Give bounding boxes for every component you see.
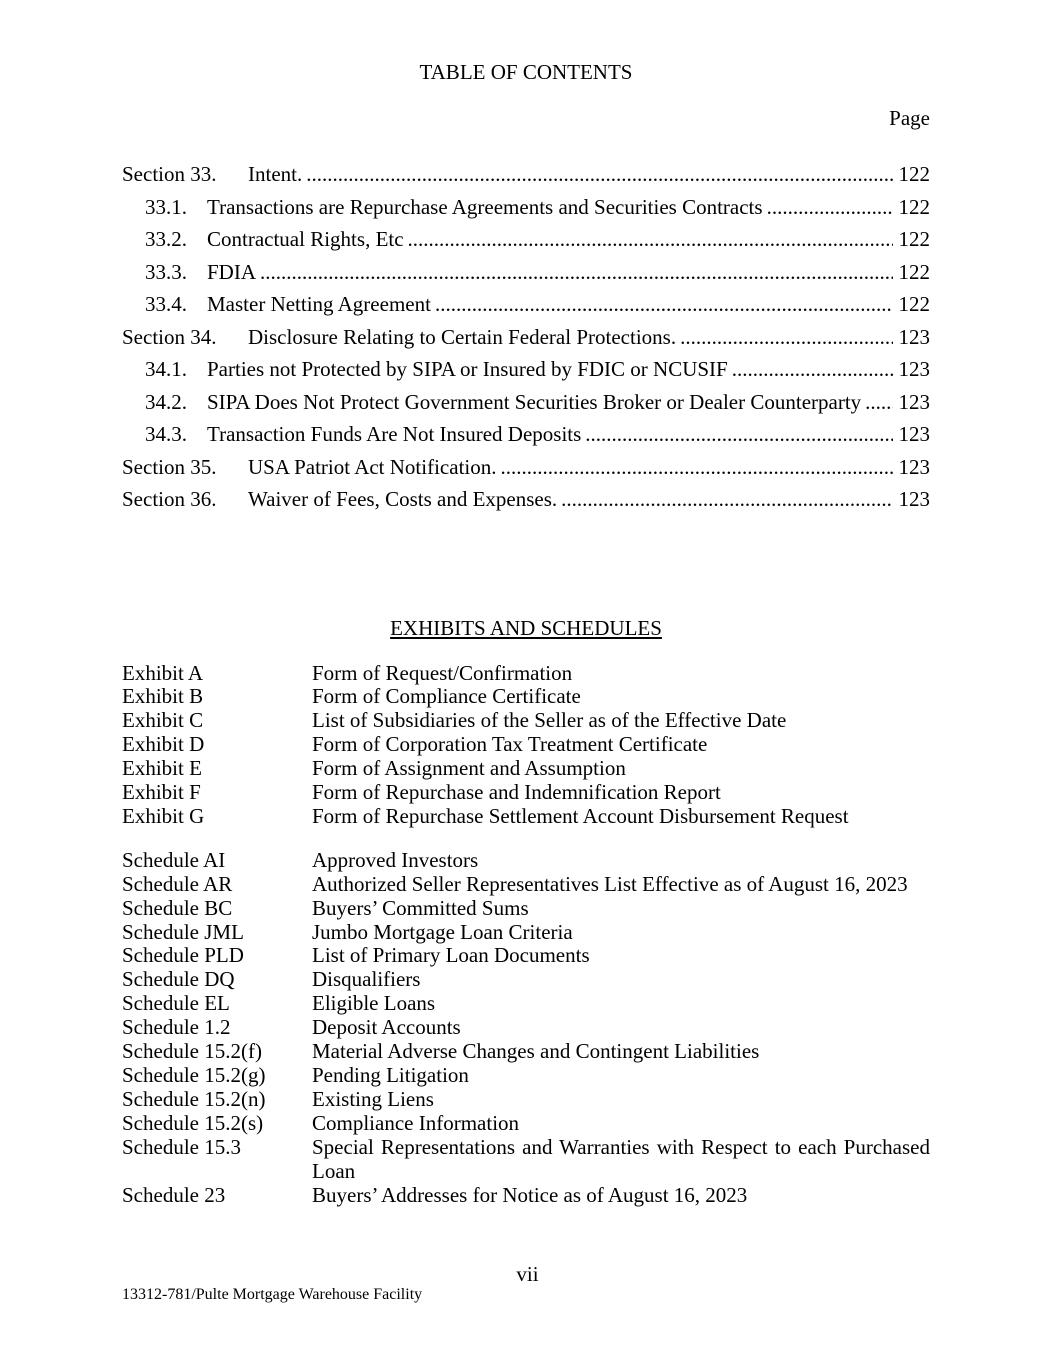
schedule-row bbox=[122, 921, 930, 945]
schedule-description: Jumbo Mortgage Loan Criteria bbox=[312, 919, 573, 944]
toc-entry bbox=[122, 483, 930, 516]
exhibit-label: Exhibit F bbox=[122, 780, 201, 805]
schedule-label: Schedule 15.2(g) bbox=[122, 1063, 266, 1087]
exhibit-row bbox=[122, 805, 930, 829]
toc-page-number: 122 bbox=[898, 292, 930, 316]
schedule-description: Deposit Accounts bbox=[312, 1015, 461, 1040]
toc-entry bbox=[122, 288, 930, 321]
toc-entry-number: 33.4. bbox=[145, 292, 187, 316]
toc-entry-title: Parties not Protected by SIPA or Insured by FDIC or NCUSIF bbox=[207, 357, 728, 381]
schedule-description: Material Adverse Changes and Contingent Liabilities bbox=[312, 1039, 760, 1064]
exhibits-schedules-heading: EXHIBITS AND SCHEDULES bbox=[390, 615, 662, 640]
schedule-row bbox=[122, 873, 930, 897]
exhibit-row bbox=[122, 781, 930, 805]
schedule-description: Buyers’ Addresses for Notice as of August 16, 2023 bbox=[312, 1182, 748, 1207]
schedule-description: Authorized Seller Representatives List Effective as of August 16, 2023 bbox=[312, 871, 908, 896]
schedule-description: Special Representations and Warranties with Respect to each Purchased Loan bbox=[312, 1134, 930, 1183]
page-column-label: Page bbox=[889, 106, 930, 130]
exhibit-description: Form of Corporation Tax Treatment Certificate bbox=[312, 732, 708, 757]
exhibit-row bbox=[122, 709, 930, 733]
toc-entry bbox=[122, 256, 930, 289]
exhibit-label: Exhibit B bbox=[122, 684, 204, 709]
toc-entry bbox=[122, 158, 930, 191]
schedule-label: Schedule 23 bbox=[122, 1182, 226, 1207]
dot-leader bbox=[767, 191, 893, 224]
toc-entry-number: Section 34. bbox=[122, 324, 217, 349]
toc-entry bbox=[122, 353, 930, 386]
schedule-row bbox=[122, 968, 930, 992]
exhibit-description: Form of Compliance Certificate bbox=[312, 684, 581, 709]
exhibit-description: Form of Assignment and Assumption bbox=[312, 756, 626, 781]
schedules-list bbox=[122, 849, 930, 1208]
schedule-row bbox=[122, 849, 930, 873]
toc-entry-number: Section 35. bbox=[122, 454, 217, 479]
toc-entry bbox=[122, 321, 930, 354]
schedule-row bbox=[122, 1184, 930, 1208]
toc-page-number: 123 bbox=[898, 324, 930, 349]
toc-entry-number: Section 33. bbox=[122, 162, 217, 186]
toc-entry-title: Master Netting Agreement bbox=[207, 292, 431, 316]
dot-leader bbox=[732, 353, 893, 386]
toc-entry-number: 34.3. bbox=[145, 422, 187, 446]
toc-list bbox=[122, 158, 930, 516]
schedule-row bbox=[122, 944, 930, 968]
exhibit-label: Exhibit G bbox=[122, 803, 205, 828]
toc-entry-title: FDIA bbox=[207, 259, 257, 284]
toc-entry bbox=[122, 418, 930, 451]
toc-entry-title: Intent. bbox=[248, 162, 303, 186]
schedule-label: Schedule BC bbox=[122, 895, 233, 920]
schedule-label: Schedule 15.3 bbox=[122, 1134, 241, 1159]
schedule-row bbox=[122, 1088, 930, 1112]
schedule-label: Schedule 1.2 bbox=[122, 1015, 231, 1040]
toc-entry-number: 33.2. bbox=[145, 227, 187, 251]
schedule-row bbox=[122, 1064, 930, 1088]
toc-entry-number: Section 36. bbox=[122, 487, 217, 511]
schedule-label: Schedule EL bbox=[122, 991, 230, 1016]
dot-leader bbox=[680, 321, 892, 354]
schedule-description: Pending Litigation bbox=[312, 1063, 469, 1087]
schedule-label: Schedule PLD bbox=[122, 943, 244, 968]
schedule-description: Disqualifiers bbox=[312, 967, 421, 992]
exhibit-label: Exhibit C bbox=[122, 708, 204, 733]
schedule-label: Schedule DQ bbox=[122, 967, 235, 992]
dot-leader bbox=[306, 158, 892, 191]
exhibit-description: Form of Request/Confirmation bbox=[312, 660, 573, 685]
exhibit-description: Form of Repurchase and Indemnification Report bbox=[312, 780, 721, 805]
toc-entry-number: 33.1. bbox=[145, 194, 187, 219]
exhibit-description: List of Subsidiaries of the Seller as of the Effective Date bbox=[312, 708, 787, 733]
dot-leader bbox=[585, 418, 892, 451]
toc-page-number: 122 bbox=[898, 227, 930, 251]
toc-entry-title: Contractual Rights, Etc bbox=[207, 227, 404, 251]
toc-page-number: 123 bbox=[898, 454, 930, 479]
toc-entry-title: Transaction Funds Are Not Insured Deposits bbox=[207, 422, 582, 446]
toc-entry-number: 34.2. bbox=[145, 389, 187, 414]
dot-leader bbox=[500, 451, 892, 484]
footer-page-number: vii bbox=[516, 1262, 539, 1286]
exhibit-label: Exhibit A bbox=[122, 660, 204, 685]
exhibit-label: Exhibit D bbox=[122, 732, 205, 757]
toc-entry-title: USA Patriot Act Notification. bbox=[248, 454, 497, 479]
schedule-description: Eligible Loans bbox=[312, 991, 436, 1016]
dot-leader bbox=[865, 386, 892, 419]
schedule-row bbox=[122, 1016, 930, 1040]
schedule-description: List of Primary Loan Documents bbox=[312, 943, 590, 968]
exhibit-label: Exhibit E bbox=[122, 756, 202, 781]
exhibit-description: Form of Repurchase Settlement Account Disbursement Request bbox=[312, 803, 849, 828]
toc-page-number: 123 bbox=[898, 487, 930, 511]
schedule-description: Compliance Information bbox=[312, 1110, 520, 1135]
toc-entry-title: SIPA Does Not Protect Government Securities Broker or Dealer Counterparty bbox=[207, 389, 862, 414]
schedule-label: Schedule 15.2(n) bbox=[122, 1086, 266, 1111]
toc-page-number: 123 bbox=[898, 422, 930, 446]
dot-leader bbox=[435, 288, 893, 321]
toc-entry bbox=[122, 191, 930, 224]
toc-entry bbox=[122, 386, 930, 419]
dot-leader bbox=[408, 223, 893, 256]
exhibit-row bbox=[122, 733, 930, 757]
schedule-description: Buyers’ Committed Sums bbox=[312, 895, 529, 920]
toc-page-number: 122 bbox=[898, 194, 930, 219]
schedule-label: Schedule 15.2(s) bbox=[122, 1110, 264, 1135]
footer-doc-reference: 13312-781/Pulte Mortgage Warehouse Facility bbox=[122, 1286, 423, 1303]
exhibit-row bbox=[122, 662, 930, 686]
toc-page-number: 123 bbox=[898, 389, 930, 414]
schedule-row bbox=[122, 992, 930, 1016]
schedule-label: Schedule 15.2(f) bbox=[122, 1039, 262, 1064]
toc-entry-title: Waiver of Fees, Costs and Expenses. bbox=[248, 487, 558, 511]
schedule-label: Schedule AR bbox=[122, 871, 233, 896]
toc-entry-number: 34.1. bbox=[145, 357, 187, 381]
exhibit-row bbox=[122, 685, 930, 709]
toc-entry bbox=[122, 451, 930, 484]
page-title: TABLE OF CONTENTS bbox=[419, 60, 633, 84]
toc-entry-title: Transactions are Repurchase Agreements and Securities Contracts bbox=[207, 194, 763, 219]
schedule-row bbox=[122, 1136, 930, 1184]
schedule-description: Existing Liens bbox=[312, 1086, 434, 1111]
schedule-row bbox=[122, 1040, 930, 1064]
toc-page-number: 123 bbox=[898, 357, 930, 381]
dot-leader bbox=[561, 483, 892, 516]
toc-entry-title: Disclosure Relating to Certain Federal Protections. bbox=[248, 324, 677, 349]
toc-page-number: 122 bbox=[898, 162, 930, 186]
schedule-row bbox=[122, 1112, 930, 1136]
schedule-label: Schedule JML bbox=[122, 919, 244, 944]
exhibit-row bbox=[122, 757, 930, 781]
toc-page-number: 122 bbox=[898, 259, 930, 284]
toc-entry bbox=[122, 223, 930, 256]
schedule-description: Approved Investors bbox=[312, 847, 479, 872]
exhibits-list bbox=[122, 662, 930, 829]
schedule-label: Schedule AI bbox=[122, 847, 226, 872]
dot-leader bbox=[260, 256, 892, 289]
schedule-row bbox=[122, 897, 930, 921]
toc-entry-number: 33.3. bbox=[145, 259, 187, 284]
